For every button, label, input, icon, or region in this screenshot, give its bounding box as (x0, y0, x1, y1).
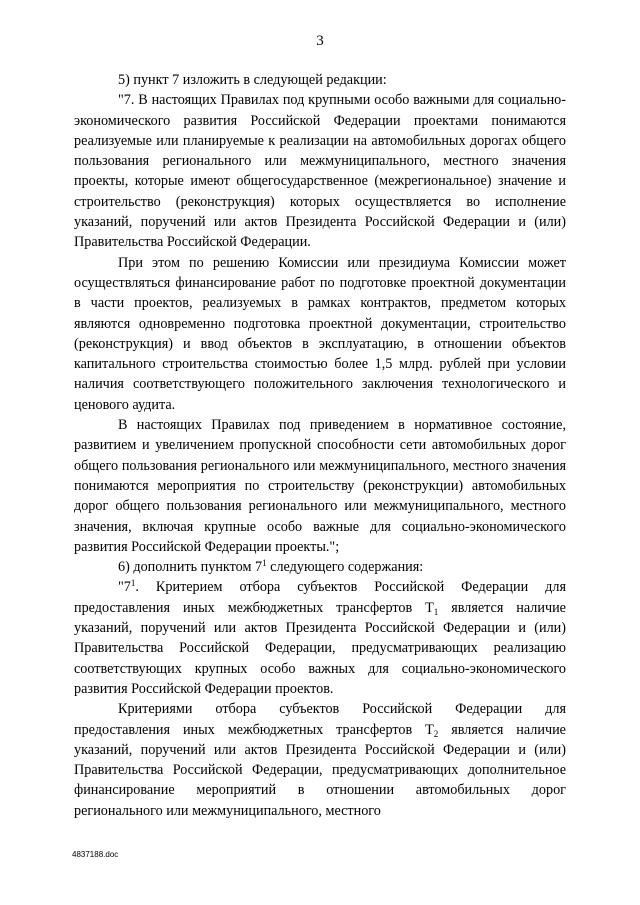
item-6-intro-text: 6) дополнить пунктом 7 (118, 559, 263, 576)
paragraph-7-text: "7. В настоящих Правилах под крупными особо важными для социально-экономического развития Российской Федерации проектами понимаются реализуемые или планируемые к реализации на автомобильных дорогах общего пользования регионального или межмуниципального, местного значения проекты, которые имеют общегосударственное (межрегиональное) значение и строительство (реконструкция) которых осуществляется во исполнение указаний, поручений или актов Президента Российской Федерации и (или) Правительства Российской Федерации. (74, 92, 566, 251)
page-number: 3 (316, 33, 324, 49)
paragraph-7-1-text: . Критерием отбора субъектов Российской Федерации для предоставления иных межбюджетных трансфертов Т (74, 579, 566, 616)
superscript-marker: 1 (262, 558, 267, 569)
paragraph-7-definition: В настоящих Правилах под приведением в нормативное состояние, развитием и увеличением пропускной способности сети автомобильных дорог общего пользования регионального или межмуниципального, местного значения понимаются мероприятия по строительству (реконструкции) автомобильных дорог общего пользования регионального или межмуниципального, местного значения, включая крупные особо важные для социально-экономического развития Российской Федерации проекты."; (74, 417, 566, 555)
document-body (74, 70, 566, 821)
paragraph-7-1-first (74, 577, 566, 699)
paragraph-7-financing: При этом по решению Комиссии или президиума Комиссии может осуществляться финансирование работ по подготовке проектной документации в части проектов, реализуемых в рамках контрактов, предметом которых являются одновременно подготовка проектной документации, строительство (реконструкция) и ввод объектов в эксплуатацию, в отношении объектов капитального строительства стоимостью более 1,5 млрд. рублей при условии наличия соответствующего положительного заключения технологического и ценового аудита. (74, 254, 566, 413)
item-5-intro: 5) пункт 7 изложить в следующей редакции: (118, 72, 387, 88)
paragraph-7-1-second (74, 699, 566, 821)
subscript-marker: 1 (433, 606, 439, 617)
paragraph-7-1-second-text: Критериями отбора субъектов Российской Федерации для предоставления иных межбюджетных трансфертов Т (74, 701, 566, 738)
superscript-marker: 1 (130, 578, 136, 589)
subscript-marker: 2 (433, 728, 439, 739)
item-6-intro-tail: следующего содержания: (266, 559, 424, 576)
paragraph-7-1-second-tail: является наличие указаний, поручений или актов Президента Российской Федерации и (или) Правительства Российской Федерации, предусматривающих дополнительное финансирование мероприятий в отношении автомобильных дорог регионального или межмуниципального, местного (74, 721, 566, 819)
paragraph-7-1-prefix: "7 (118, 579, 131, 596)
item-6-intro (74, 557, 566, 577)
document-file-name: 4837188.doc (72, 850, 119, 859)
paragraph-7-1-tail: является наличие указаний, поручений или актов Президента Российской Федерации и (или) Правительства Российской Федерации, предусматривающих реализацию соответствующих крупных особо важных для социально-экономического развития Российской Федерации проектов. (74, 599, 566, 697)
